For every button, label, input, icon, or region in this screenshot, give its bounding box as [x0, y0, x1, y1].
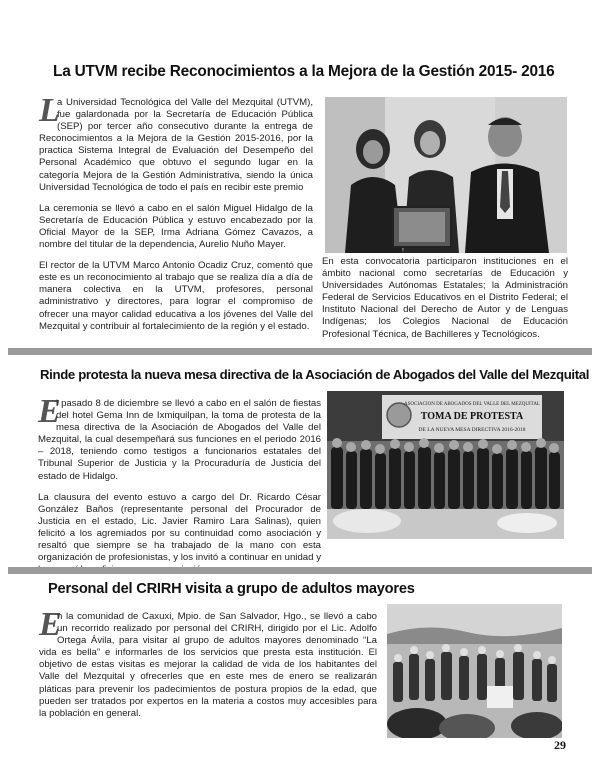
banner-line-3: DE LA NUEVA MESA DIRECTIVA 2016-2018 [418, 427, 526, 433]
article-body [38, 393, 321, 585]
article-abogados [0, 358, 600, 568]
photo-caption: En esta convocatoria participaron instituciones en el ámbito nacional como secretarías de Educación y Universidades Autónomas Estatales; la Administración Federal de Servicios Educativos en el Distrito Federal; el Instituto Nacional del Derecho de Autor y de Lenguas Indígenas; los Colegios Nacional de Educación Profesional Técnica, de Bachilleres y Tecnológicos. [322, 256, 568, 340]
paragraph: a Universidad Tecnológica del Valle del Mezquital (UTVM), fue galardonada por la Secretaría de Educación Pública (SEP) por tercer año consecutivo durante la entrega de Reconocimientos a la Mejora de la Gestión 2015-2016, por la practica Sistema Integral de Evaluación del Desempeño del Personal Académico que obtuvo el segundo lugar en la categoría Mejora de la Gestión Administrativa, siendo la única Universidad Tecnológica de todo el país en recibir este premio [39, 97, 313, 193]
article-title: Rinde protesta la nueva mesa directiva de la Asociación de Abogados del Valle del Mezquital [40, 367, 590, 382]
article-body [39, 606, 377, 729]
paragraph: El rector de la UTVM Marco Antonio Ocadiz Cruz, comentó que este es un reconocimiento al trabajo que se realiza día a día de manera colectiva en la UTVM, profesores, personal administrativo y directores, para lograr el compromiso de ofrecer una mayor calidad educativa a los jóvenes del Valle del Mezquital y contribuir al fortalecimiento de la región y el estado. [39, 260, 313, 332]
article-crirh [0, 576, 600, 769]
dropcap: E [39, 606, 62, 643]
article-title: La UTVM recibe Reconocimientos a la Mejora de la Gestión 2015- 2016 [53, 63, 555, 80]
paragraph: n la comunidad de Caxuxi, Mpio. de San Salvador, Hgo., se llevó a cabo un recorrido realizado por personal del CRIRH, dirigido por el Lic. Adolfo Ortega Ávila, para visitar al grupo de adultos mayores denominado “La vida es bella” e informarles de los servicios que presta esta institución. El objetivo de estas visitas es mejorar la calidad de vida de los habitantes del Valle del Mezquital y ofrecerles que en este mes de enero se realizarán pláticas para prevenir los padecimientos de postura propios de la edad, que pueden ser tratados por expertos en la materia a costos muy accesibles para la población en general. [39, 611, 377, 719]
visit-photo-graphic [387, 604, 562, 738]
section-divider [8, 348, 592, 355]
banner-line-2: TOMA DE PROTESTA [420, 411, 524, 422]
event-photo [327, 391, 564, 539]
award-photo-graphic [325, 97, 567, 253]
paragraph: La clausura del evento estuvo a cargo del Dr. Ricardo César González Baños (representante personal del Procurador de Justicia en el estado, Lic. Javier Ramiro Lara Salinas), quien felicitó a los agremiados por su continuidad como asociación y resaltó que siempre se ha trabajado de la mano con esta organización de profesionistas, y los invitó a continuar en unidad y [38, 491, 321, 564]
page-number: 29 [554, 738, 566, 752]
event-photo-graphic [327, 391, 564, 539]
award-photo [325, 97, 567, 253]
visit-photo [387, 604, 562, 738]
paragraph: l pasado 8 de diciembre se llevó a cabo en el salón de fiestas del hotel Gema Inn de Ixmiquilpan, la toma de protesta de la mesa directiva de la Asociación de Abogados del Valle del Mezquital, la cual desempeñará sus funciones en el periodo 2016 – 2018, teniendo como testigos a funcionarios estatales del Tribunal Superior de Justicia y la Procuraduría de Justicia del estado de Hidalgo. [38, 398, 321, 482]
dropcap: L [39, 92, 60, 129]
banner-line-1: ASOCIACION DE ABOGADOS DEL VALLE DEL MEZQUITAL [404, 402, 540, 407]
section-divider [8, 567, 592, 574]
article-body [39, 92, 313, 342]
article-utvm [0, 0, 600, 358]
article-title: Personal del CRIRH visita a grupo de adultos mayores [48, 581, 415, 597]
paragraph: La ceremonia se llevó a cabo en el salón Miguel Hidalgo de la Secretaría de Educación Pública y estuvo encabezado por la Oficial Mayor de la SEP, Irma Adriana Gómez Cavazos, a nombre del titular de la dependencia, Aurelio Nuño Mayer. [39, 202, 313, 251]
dropcap: E [38, 393, 61, 430]
